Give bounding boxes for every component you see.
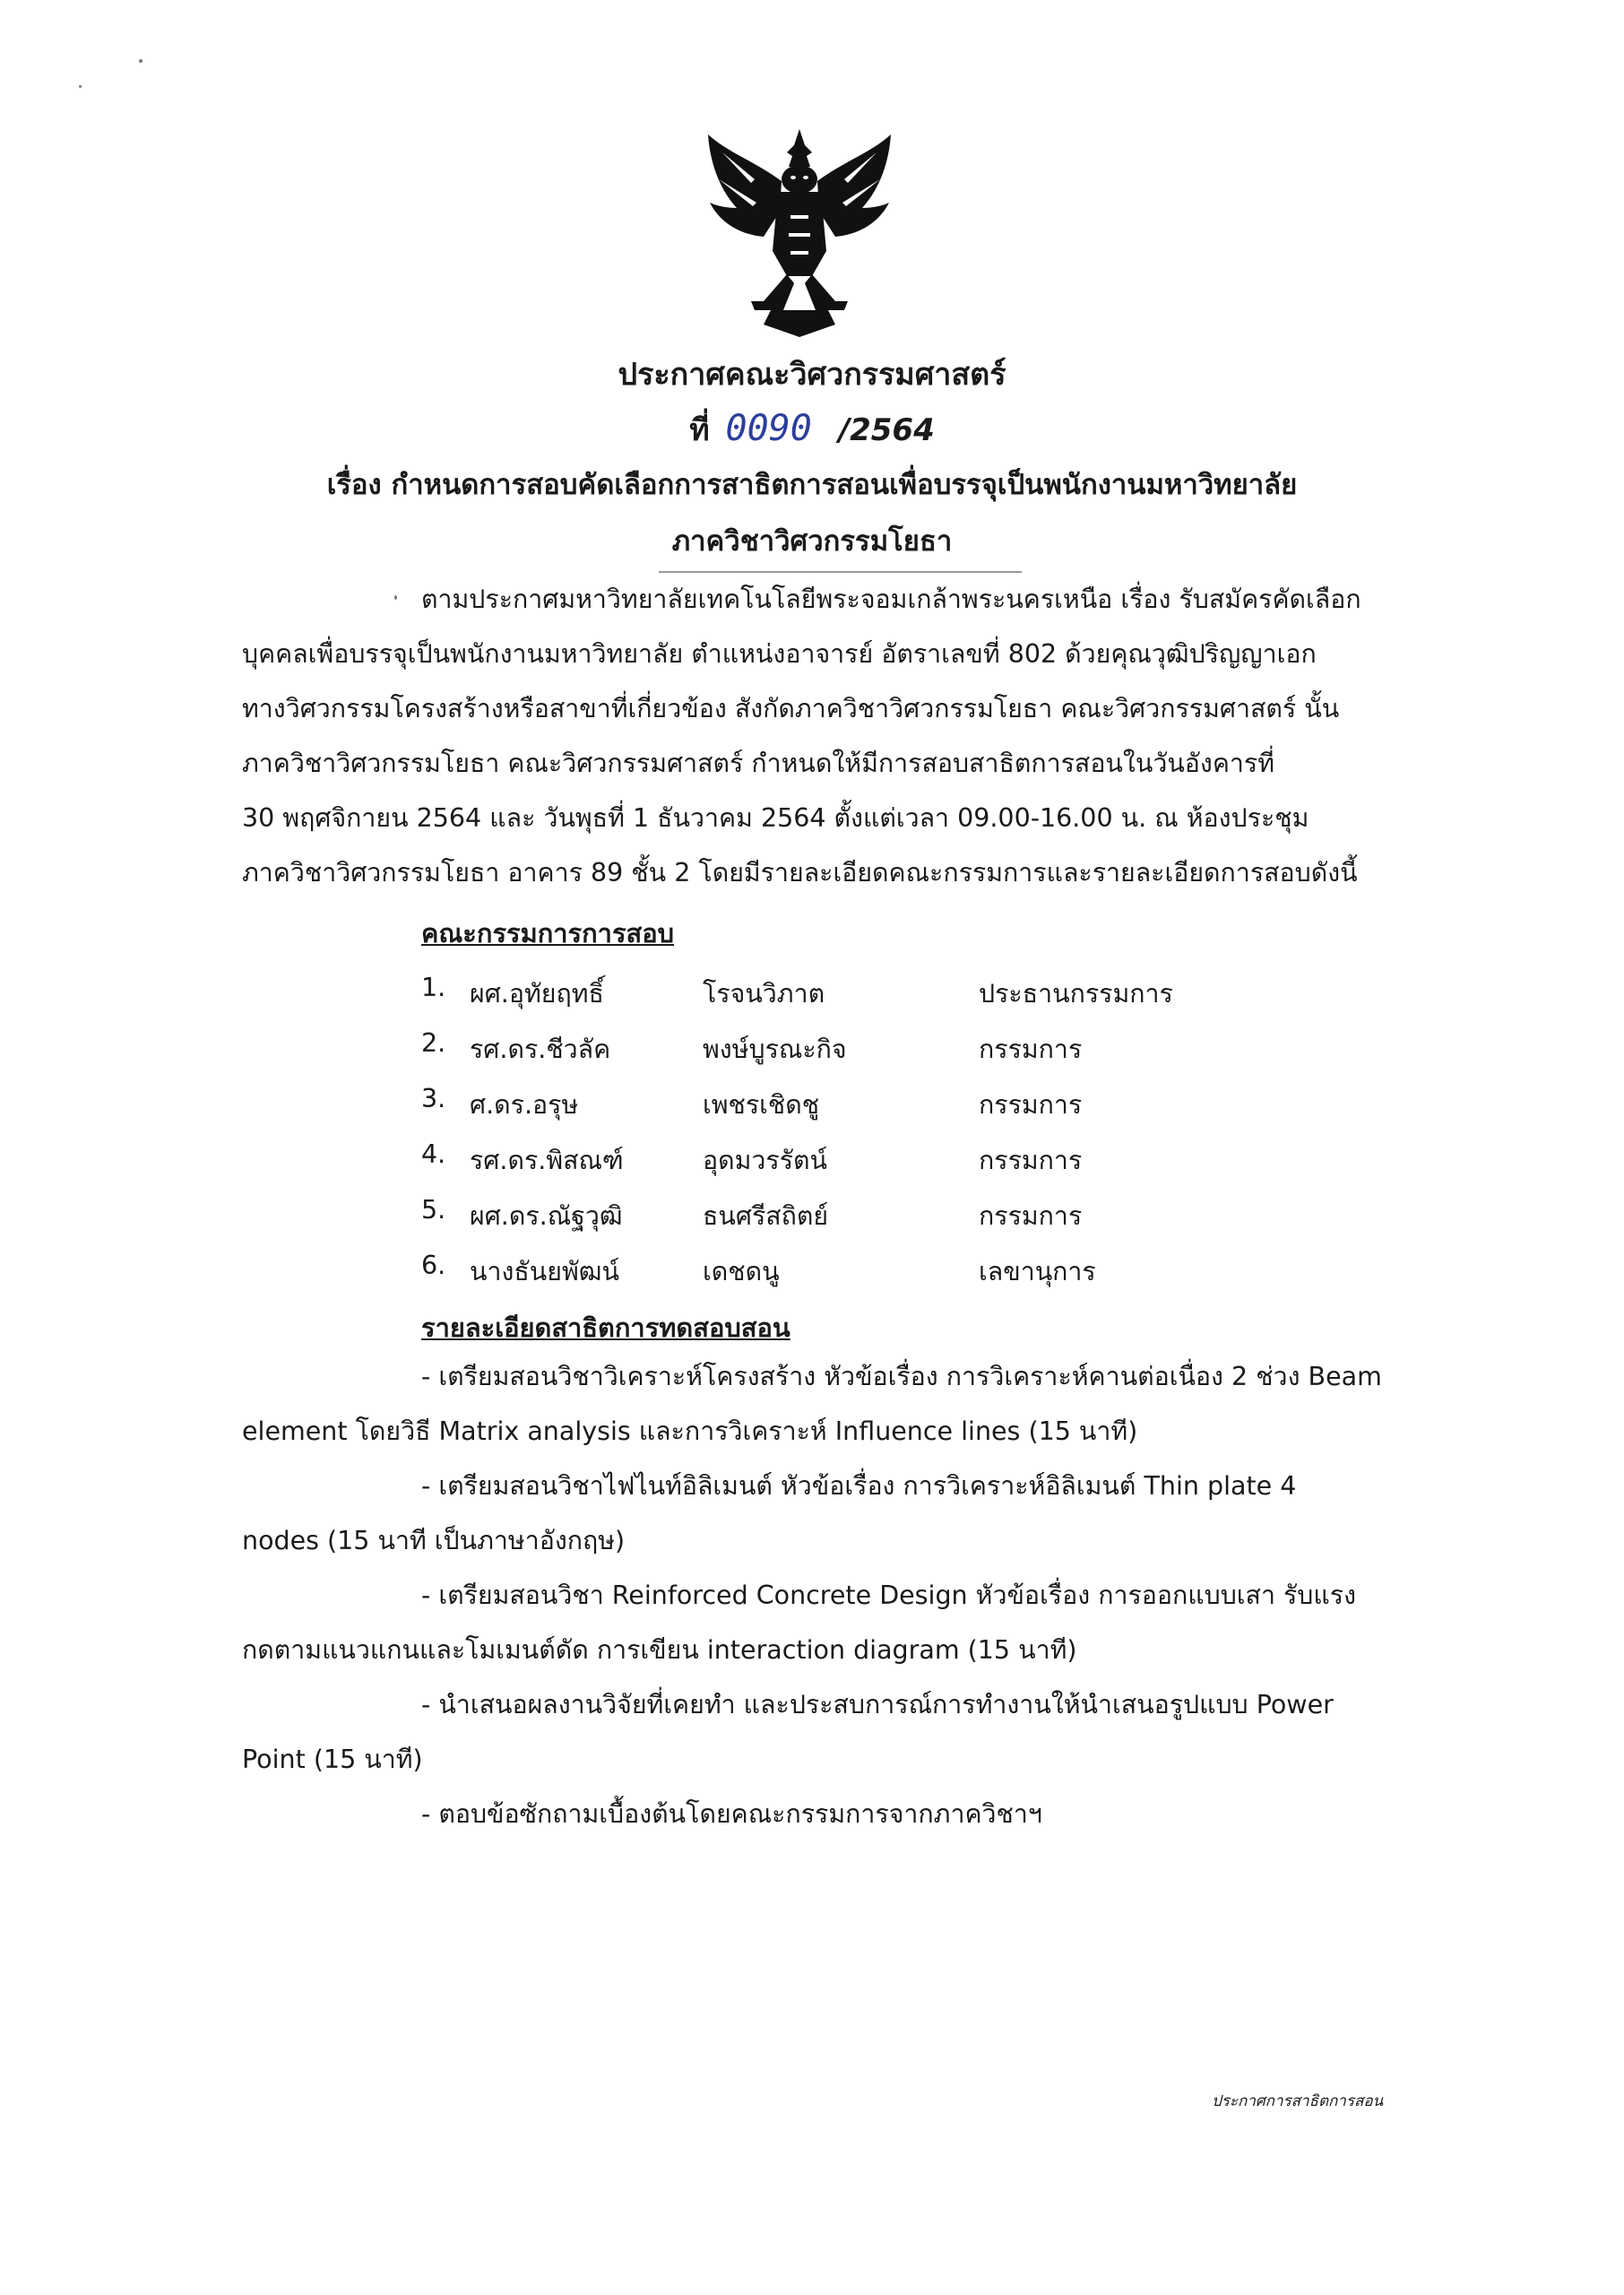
member-role: กรรมการ [979, 1201, 1083, 1231]
intro-line: 30 พฤศจิกายน 2564 และ วันพุธที่ 1 ธันวาคม 2564 ตั้งแต่เวลา 09.00-16.00 น. ณ ห้องประชุม [242, 803, 1309, 833]
member-role: กรรมการ [979, 1035, 1083, 1064]
member-role: ประธานกรรมการ [979, 979, 1173, 1009]
scan-speck [139, 59, 143, 63]
member-number: 4. [421, 1139, 446, 1169]
detail-line: nodes (15 นาที เป็นภาษาอังกฤษ) [242, 1526, 626, 1555]
member-last-name: พงษ์บูรณะกิจ [703, 1035, 847, 1064]
intro-line: ภาควิชาวิศวกรรมโยธา คณะวิศวกรรมศาสตร์ กำหนดให้มีการสอบสาธิตการสอนในวันอังคารที่ [242, 749, 1274, 778]
footer-note: ประกาศการสาธิตการสอน [1212, 2092, 1384, 2110]
member-last-name: โรจนวิภาต [703, 979, 825, 1009]
member-last-name: ธนศรีสถิตย์ [703, 1201, 829, 1231]
scan-speck [394, 595, 397, 600]
member-last-name: เดชดนู [703, 1257, 780, 1286]
member-number: 5. [421, 1195, 446, 1225]
title-divider [659, 571, 1022, 573]
detail-line: - เตรียมสอนวิชาวิเคราะห์โครงสร้าง หัวข้อเรื่อง การวิเคราะห์คานต่อเนื่อง 2 ช่วง Beam [421, 1362, 1382, 1391]
member-first-name: รศ.ดร.พิสณฑ์ [470, 1146, 624, 1175]
garuda-emblem-icon [701, 126, 898, 341]
member-number: 6. [421, 1251, 446, 1280]
detail-line: Point (15 นาที) [242, 1745, 423, 1774]
member-first-name: ศ.ดร.อรุษ [470, 1090, 579, 1120]
member-role: กรรมการ [979, 1146, 1083, 1175]
subject-line-2: ภาควิชาวิศวกรรมโยธา [671, 525, 953, 558]
intro-line: บุคคลเพื่อบรรจุเป็นพนักงานมหาวิทยาลัย ตำแหน่งอาจารย์ อัตราเลขที่ 802 ด้วยคุณวุฒิปริญญาเอก [242, 639, 1317, 669]
announcement-title: ประกาศคณะวิศวกรรมศาสตร์ [618, 357, 1006, 393]
handwritten-number: 0090 [725, 408, 812, 449]
committee-heading: คณะกรรมการการสอบ [421, 918, 675, 948]
intro-line: ภาควิชาวิศวกรรมโยธา อาคาร 89 ชั้น 2 โดยมีรายละเอียดคณะกรรมการและรายละเอียดการสอบดังนี้ [242, 858, 1358, 888]
intro-line: ทางวิศวกรรมโครงสร้างหรือสาขาที่เกี่ยวข้อง สังกัดภาควิชาวิศวกรรมโยธา คณะวิศวกรรมศาสตร์ นั้น [242, 694, 1340, 723]
detail-line: element โดยวิธี Matrix analysis และการวิเคราะห์ Influence lines (15 นาที) [242, 1416, 1138, 1446]
detail-line: - เตรียมสอนวิชา Reinforced Concrete Design หัวข้อเรื่อง การออกแบบเสา รับแรง [421, 1581, 1356, 1610]
member-last-name: อุดมวรรัตน์ [703, 1146, 828, 1175]
intro-line: ตามประกาศมหาวิทยาลัยเทคโนโลยีพระจอมเกล้าพระนครเหนือ เรื่อง รับสมัครคัดเลือก [421, 585, 1361, 614]
announcement-number [0, 405, 1624, 454]
details-heading: รายละเอียดสาธิตการทดสอบสอน [421, 1312, 790, 1343]
detail-line: - ตอบข้อซักถามเบื้องต้นโดยคณะกรรมการจากภาควิชาฯ [421, 1799, 1042, 1829]
member-first-name: ผศ.ดร.ณัฐวุฒิ [470, 1201, 623, 1231]
member-first-name: รศ.ดร.ชีวลัค [470, 1035, 611, 1064]
member-last-name: เพชรเชิดชู [703, 1090, 820, 1120]
member-number: 2. [421, 1028, 446, 1058]
member-role: เลขานุการ [979, 1257, 1096, 1286]
detail-line: - นำเสนอผลงานวิจัยที่เคยทำ และประสบการณ์การทำงานให้นำเสนอรูปแบบ Power [421, 1690, 1334, 1719]
member-number: 1. [421, 973, 446, 1002]
member-first-name: ผศ.อุทัยฤทธิ์ [470, 979, 604, 1009]
number-prefix: ที่ [689, 412, 710, 448]
scan-speck [79, 85, 82, 88]
number-year: /2564 [838, 412, 935, 448]
member-number: 3. [421, 1084, 446, 1113]
detail-line: - เตรียมสอนวิชาไฟไนท์อิลิเมนต์ หัวข้อเรื่อง การวิเคราะห์อิลิเมนต์ Thin plate 4 [421, 1471, 1297, 1501]
member-first-name: นางธันยพัฒน์ [470, 1257, 619, 1286]
detail-line: กดตามแนวแกนและโมเมนต์ดัด การเขียน interaction diagram (15 นาที) [242, 1635, 1077, 1665]
member-role: กรรมการ [979, 1090, 1083, 1120]
subject-line-1: เรื่อง กำหนดการสอบคัดเลือกการสาธิตการสอนเพื่อบรรจุเป็นพนักงานมหาวิทยาลัย [326, 469, 1298, 501]
